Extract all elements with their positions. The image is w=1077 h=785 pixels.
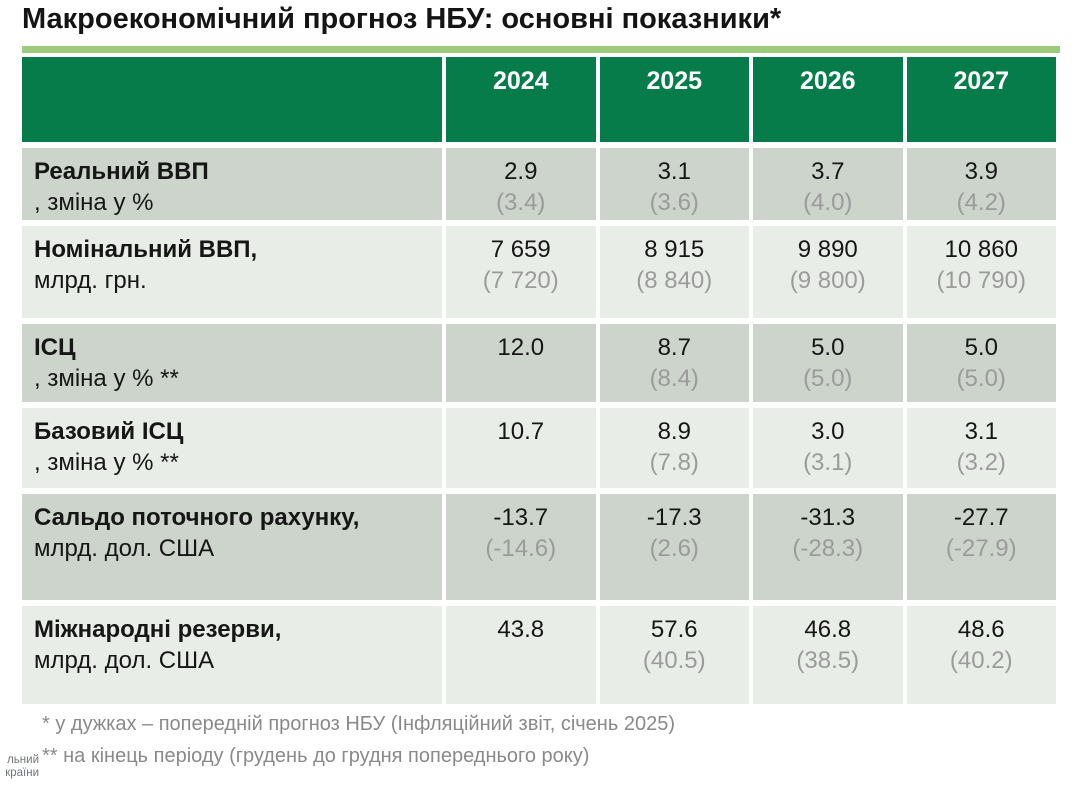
- current-forecast-value: 8 915: [644, 236, 705, 263]
- current-forecast-value: -17.3: [646, 504, 702, 531]
- current-forecast-value: 9 890: [797, 236, 858, 263]
- row-label-rest: , зміна у %: [34, 189, 154, 216]
- value-cell: [907, 324, 1057, 402]
- previous-forecast-value: (40.5): [642, 647, 706, 674]
- previous-forecast-value: (4.0): [803, 189, 853, 216]
- footnote-period-end: ** на кінець періоду (грудень до грудня попереднього року): [42, 745, 590, 767]
- value-cell: [446, 324, 596, 402]
- row-label-rest: млрд. дол. США: [34, 535, 215, 562]
- value-cell: [907, 148, 1057, 220]
- previous-forecast-value: (5.0): [803, 365, 853, 392]
- previous-forecast-value: (5.0): [956, 365, 1006, 392]
- row-label-rest: млрд. дол. США: [34, 647, 215, 674]
- row-label-bold: Номінальний ВВП,: [34, 236, 258, 263]
- previous-forecast-value: (-28.3): [792, 535, 864, 562]
- previous-forecast-value: (2.6): [649, 535, 699, 562]
- value-cell: [600, 226, 750, 318]
- current-forecast-value: 46.8: [804, 616, 852, 643]
- value-cell: [907, 606, 1057, 704]
- previous-forecast-value: (40.2): [949, 647, 1013, 674]
- value-cell: [753, 226, 903, 318]
- current-forecast-value: -31.3: [800, 504, 856, 531]
- value-cell: [907, 408, 1057, 488]
- current-forecast-value: 3.9: [964, 158, 998, 185]
- row-label: [22, 494, 442, 600]
- value-cell: [600, 408, 750, 488]
- row-label: [22, 408, 442, 488]
- row-label: [22, 324, 442, 402]
- previous-forecast-value: (3.1): [803, 449, 853, 476]
- current-forecast-value: -27.7: [953, 504, 1009, 531]
- previous-forecast-value: (3.4): [496, 189, 546, 216]
- previous-forecast-value: [446, 447, 596, 478]
- current-forecast-value: -13.7: [493, 504, 549, 531]
- value-cell: [753, 148, 903, 220]
- current-forecast-value: 3.1: [657, 158, 691, 185]
- current-forecast-value: 2.9: [504, 158, 538, 185]
- row-label-bold: Реальний ВВП: [34, 158, 209, 185]
- previous-forecast-value: (8 840): [636, 267, 713, 294]
- page-title: Макроекономічний прогноз НБУ: основні показники*: [22, 3, 782, 35]
- row-label: [22, 226, 442, 318]
- value-cell: [446, 408, 596, 488]
- row-label: [22, 148, 442, 220]
- value-cell: [753, 324, 903, 402]
- previous-forecast-value: (9 800): [789, 267, 866, 294]
- nbu-logo-text-line1: льний: [7, 754, 39, 766]
- title-underline: [22, 46, 1060, 53]
- value-cell: [600, 494, 750, 600]
- value-cell: [753, 408, 903, 488]
- value-cell: [446, 606, 596, 704]
- row-label-rest: млрд. грн.: [34, 267, 147, 294]
- row-label-bold: ІСЦ: [34, 334, 76, 361]
- current-forecast-value: 48.6: [957, 616, 1005, 643]
- year-header: 2024: [446, 57, 596, 142]
- current-forecast-value: 3.7: [811, 158, 845, 185]
- current-forecast-value: 8.9: [657, 418, 691, 445]
- table-corner-cell: [22, 57, 442, 142]
- value-cell: [446, 148, 596, 220]
- value-cell: [600, 606, 750, 704]
- current-forecast-value: 12.0: [497, 334, 545, 361]
- value-cell: [600, 148, 750, 220]
- value-cell: [907, 494, 1057, 600]
- value-cell: [446, 226, 596, 318]
- row-label-bold: Сальдо поточного рахунку,: [34, 504, 360, 531]
- previous-forecast-value: [446, 363, 596, 394]
- nbu-logo-text: [0, 754, 39, 780]
- current-forecast-value: 10.7: [497, 418, 545, 445]
- previous-forecast-value: (8.4): [649, 365, 699, 392]
- previous-forecast-value: (3.6): [649, 189, 699, 216]
- row-label-bold: Базовий ІСЦ: [34, 418, 184, 445]
- previous-forecast-value: (3.2): [956, 449, 1006, 476]
- current-forecast-value: 3.0: [811, 418, 845, 445]
- nbu-logo-text-line2: країни: [5, 767, 39, 779]
- value-cell: [446, 494, 596, 600]
- previous-forecast-value: [446, 645, 596, 676]
- row-label: [22, 606, 442, 704]
- year-header: 2026: [753, 57, 903, 142]
- value-cell: [753, 494, 903, 600]
- previous-forecast-value: (10 790): [936, 267, 1026, 294]
- row-label-rest: , зміна у % **: [34, 449, 179, 476]
- current-forecast-value: 8.7: [657, 334, 691, 361]
- previous-forecast-value: (38.5): [796, 647, 860, 674]
- previous-forecast-value: (4.2): [956, 189, 1006, 216]
- year-header: 2025: [600, 57, 750, 142]
- current-forecast-value: 10 860: [944, 236, 1018, 263]
- current-forecast-value: 5.0: [964, 334, 998, 361]
- current-forecast-value: 3.1: [964, 418, 998, 445]
- footnote-previous-forecast: * у дужках – попередній прогноз НБУ (Інфляційний звіт, січень 2025): [42, 713, 675, 735]
- previous-forecast-value: (7.8): [649, 449, 699, 476]
- value-cell: [600, 324, 750, 402]
- row-label-rest: , зміна у % **: [34, 365, 179, 392]
- value-cell: [753, 606, 903, 704]
- row-label-bold: Міжнародні резерви,: [34, 616, 282, 643]
- previous-forecast-value: (-14.6): [485, 535, 557, 562]
- previous-forecast-value: (7 720): [482, 267, 559, 294]
- year-header: 2027: [907, 57, 1057, 142]
- value-cell: [907, 226, 1057, 318]
- forecast-table: [22, 57, 1056, 704]
- current-forecast-value: 43.8: [497, 616, 545, 643]
- previous-forecast-value: (-27.9): [945, 535, 1017, 562]
- current-forecast-value: 5.0: [811, 334, 845, 361]
- current-forecast-value: 57.6: [650, 616, 698, 643]
- current-forecast-value: 7 659: [490, 236, 551, 263]
